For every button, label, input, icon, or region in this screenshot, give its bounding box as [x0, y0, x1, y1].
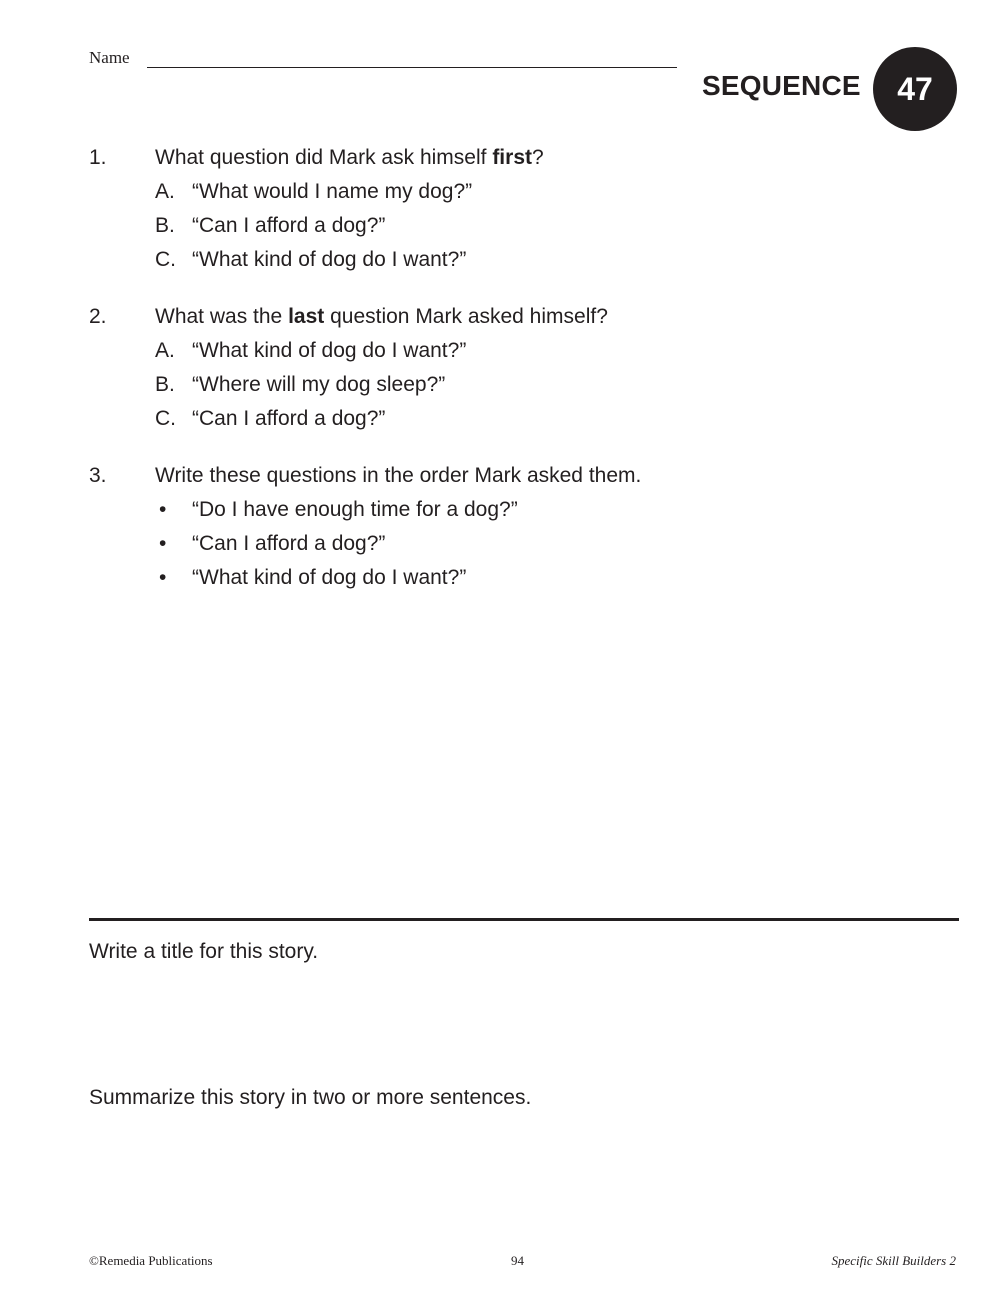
- list-item-text: “Can I afford a dog?”: [192, 532, 386, 555]
- bullet-icon: •: [159, 498, 167, 521]
- list-item: [89, 561, 959, 595]
- option-text: “What kind of dog do I want?”: [192, 248, 467, 271]
- answer-option-a[interactable]: [89, 175, 959, 209]
- question-emphasis: first: [492, 146, 532, 169]
- name-label: Name: [89, 48, 130, 67]
- answer-option-c[interactable]: [89, 402, 959, 436]
- bullet-icon: •: [159, 566, 167, 589]
- option-text: “Can I afford a dog?”: [192, 214, 386, 237]
- page-number: 94: [511, 1253, 524, 1268]
- skill-title: SEQUENCE: [702, 70, 861, 101]
- question-text: What was the last question Mark asked himself?: [155, 305, 608, 328]
- lesson-number-badge: [873, 47, 957, 131]
- book-title: Specific Skill Builders 2: [831, 1253, 956, 1268]
- option-letter: C.: [155, 407, 176, 430]
- option-letter: B.: [155, 373, 175, 396]
- section-divider: [89, 918, 959, 921]
- lesson-number: 47: [897, 70, 933, 107]
- answer-option-b[interactable]: [89, 368, 959, 402]
- question-1: [89, 141, 959, 277]
- option-text: “Where will my dog sleep?”: [192, 373, 446, 396]
- option-text: “Can I afford a dog?”: [192, 407, 386, 430]
- answer-option-b[interactable]: [89, 209, 959, 243]
- option-letter: A.: [155, 339, 175, 362]
- question-number: 2.: [89, 305, 107, 328]
- option-text: “What would I name my dog?”: [192, 180, 473, 203]
- question-text: Write these questions in the order Mark asked them.: [155, 464, 642, 487]
- list-item: [89, 493, 959, 527]
- summary-prompt: Summarize this story in two or more sentences.: [89, 1086, 532, 1109]
- question-number: 3.: [89, 464, 107, 487]
- answer-option-c[interactable]: [89, 243, 959, 277]
- question-text: What question did Mark ask himself first?: [155, 146, 544, 169]
- question-2: [89, 300, 959, 436]
- answer-option-a[interactable]: [89, 334, 959, 368]
- bullet-icon: •: [159, 532, 167, 555]
- list-item-text: “Do I have enough time for a dog?”: [192, 498, 518, 521]
- question-3: [89, 459, 959, 595]
- title-prompt: Write a title for this story.: [89, 940, 319, 963]
- option-letter: A.: [155, 180, 175, 203]
- list-item: [89, 527, 959, 561]
- question-number: 1.: [89, 146, 107, 169]
- question-emphasis: last: [288, 305, 325, 328]
- option-letter: B.: [155, 214, 175, 237]
- option-text: “What kind of dog do I want?”: [192, 339, 467, 362]
- name-write-line[interactable]: [147, 67, 677, 68]
- list-item-text: “What kind of dog do I want?”: [192, 566, 467, 589]
- option-letter: C.: [155, 248, 176, 271]
- copyright-text: ©Remedia Publications: [89, 1253, 213, 1268]
